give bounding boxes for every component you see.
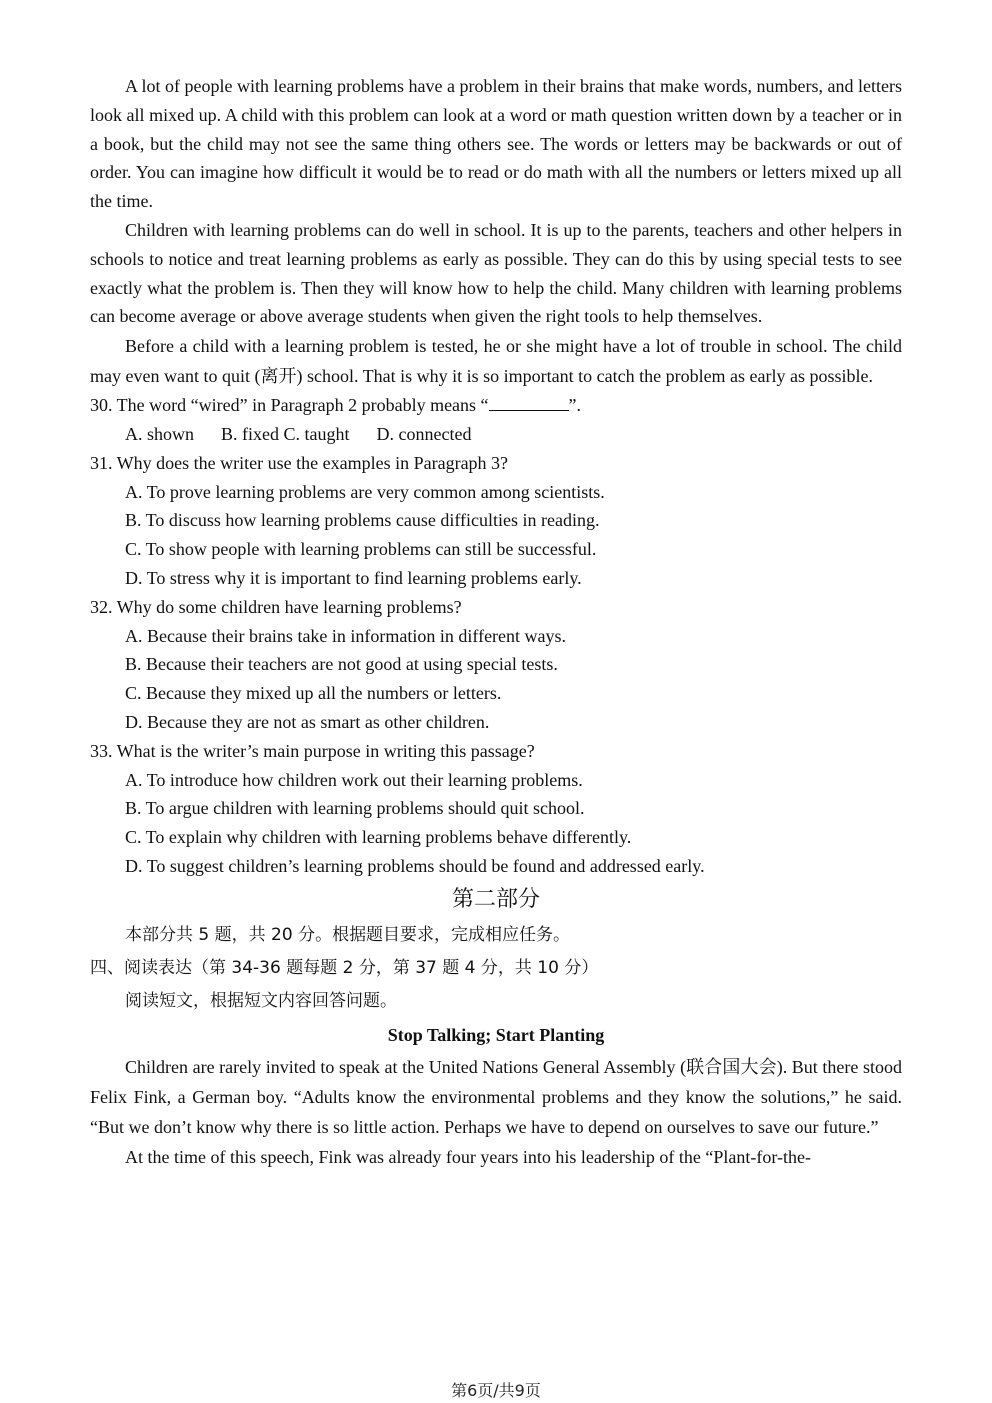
question-33-option-a: A. To introduce how children work out their learning problems.	[125, 769, 583, 790]
article-paragraph-1: Children are rarely invited to speak at the United Nations General Assembly (联合国大会). But there stood Felix Fink, a German boy. “Adults know the environmental problems and they know the solutions,” he said. “But we don’t know why there is so little action. Perhaps we have to depend on ourselves to save our future.”	[90, 1056, 902, 1137]
question-33-option-b: B. To argue children with learning problems should quit school.	[125, 798, 585, 819]
question-32-option-d: D. Because they are not as smart as other children.	[125, 711, 490, 732]
question-31	[90, 449, 902, 593]
part-2-title: 第二部分	[451, 886, 540, 912]
passage-paragraph-2: Children with learning problems can do well in school. It is up to the parents, teachers and other helpers in schools to notice and treat learning problems as early as possible. They can do this by using special tests to see exactly what the problem is. Then they will know how to help the child. Many children with learning problems can become average or above average students when given the right tools to help themselves.	[90, 219, 902, 327]
question-31-option-b: B. To discuss how learning problems cause difficulties in reading.	[125, 510, 600, 531]
article-paragraph-2: At the time of this speech, Fink was already four years into his leadership of the “Plant-for-the-	[125, 1146, 811, 1167]
section-4-heading: 四、阅读表达（第 34-36 题每题 2 分，第 37 题 4 分，共 10 分）	[90, 957, 599, 978]
question-31-stem: 31. Why does the writer use the examples in Paragraph 3?	[90, 452, 509, 473]
question-30-stem	[90, 391, 902, 420]
page-number-footer: 第6页/共9页	[451, 1381, 541, 1400]
question-32	[90, 593, 902, 737]
question-33-option-c: C. To explain why children with learning problems behave differently.	[125, 827, 632, 848]
answer-blank	[489, 394, 569, 411]
passage-paragraph-3: Before a child with a learning problem is tested, he or she might have a lot of trouble in school. The child may even want to quit (离开) school. That is why it is so important to catch the problem as early as possible.	[90, 336, 902, 387]
part-2-intro: 本部分共 5 题，共 20 分。根据题目要求，完成相应任务。	[125, 924, 571, 945]
question-30	[90, 391, 902, 449]
question-30-stem-before: 30. The word “wired” in Paragraph 2 probably means “	[90, 395, 489, 416]
section-4-instruction: 阅读短文，根据短文内容回答问题。	[125, 990, 397, 1011]
question-33-stem: 33. What is the writer’s main purpose in writing this passage?	[90, 740, 535, 761]
question-33-option-d: D. To suggest children’s learning problems should be found and addressed early.	[125, 855, 705, 876]
passage-paragraph-1: A lot of people with learning problems have a problem in their brains that make words, numbers, and letters look all mixed up. A child with this problem can look at a word or math question written down by a teacher or in a book, but the child may not see the same thing others see. The words or letters may be backwards or out of order. You can imagine how difficult it would be to read or do math with all the numbers or letters mixed up all the time.	[90, 76, 902, 212]
question-32-option-c: C. Because they mixed up all the numbers or letters.	[125, 683, 502, 704]
article-title: Stop Talking; Start Planting	[387, 1024, 605, 1045]
question-32-stem: 32. Why do some children have learning problems?	[90, 596, 462, 617]
question-30-options: A. shown B. fixed C. taught D. connected	[125, 423, 472, 444]
question-33	[90, 737, 902, 881]
question-31-option-d: D. To stress why it is important to find learning problems early.	[125, 567, 582, 588]
question-31-option-a: A. To prove learning problems are very common among scientists.	[125, 481, 605, 502]
question-31-option-c: C. To show people with learning problems can still be successful.	[125, 539, 597, 560]
exam-page	[90, 72, 902, 1172]
question-30-stem-after: ”.	[568, 395, 582, 416]
question-32-option-b: B. Because their teachers are not good at using special tests.	[125, 654, 558, 675]
question-32-option-a: A. Because their brains take in information in different ways.	[125, 625, 567, 646]
